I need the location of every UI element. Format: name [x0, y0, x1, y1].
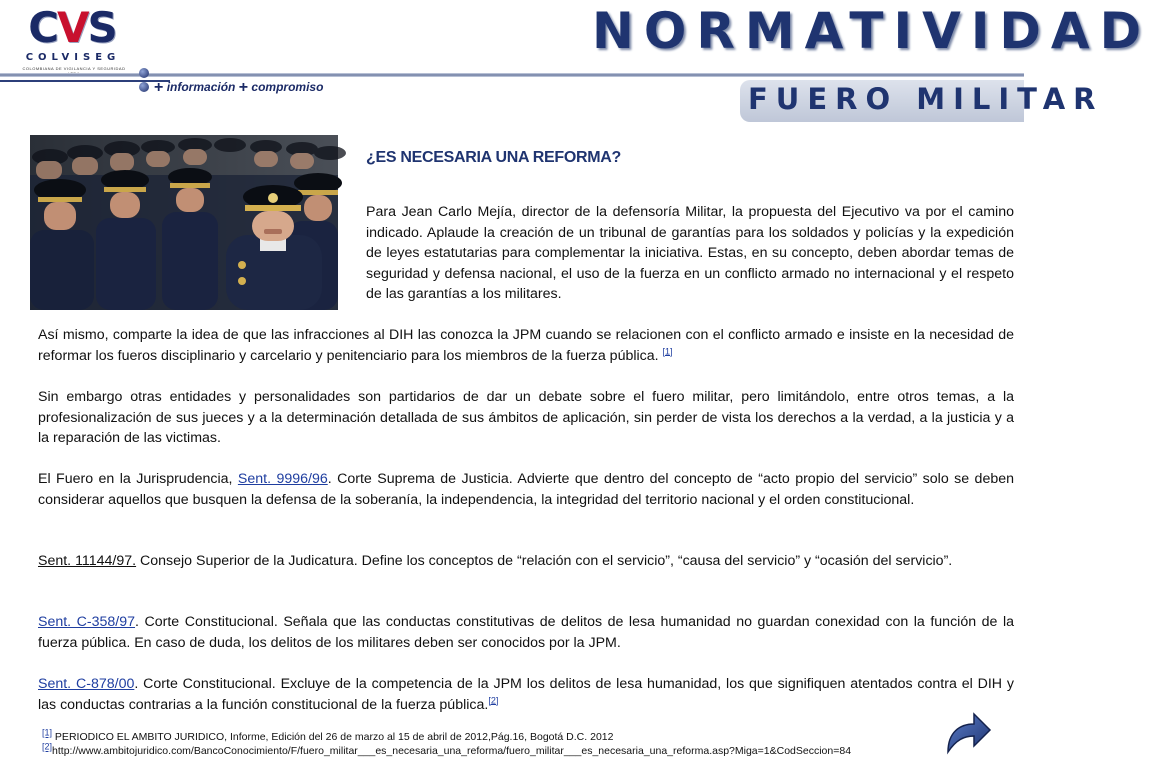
- footnote-url: http://www.ambitojuridico.com/BancoConocimiento/F/fuero_militar___es_necesaria_una_reforma/fuero_militar___es_necesaria_una_reforma.asp?Miga=1&CodSeccion=84: [52, 745, 852, 757]
- page-subtitle: FUERO MILITAR: [748, 82, 1104, 116]
- return-arrow-icon: [940, 706, 994, 758]
- paragraph-debate: Sin embargo otras entidades y personalidades son partidarios de dar un debate sobre el fuero militar, pero limitándolo, entre otros temas, a la profesionalización de sus jueces y a la determinación detallada de sus ámbitos de aplicación, sin perder de vista los derechos a la verdad, a la justicia y a la reparación de las victimas.: [38, 389, 1014, 446]
- footnote-ref-1[interactable]: [1]: [662, 345, 673, 356]
- footnote-ref-2[interactable]: [2]: [488, 694, 499, 705]
- return-button[interactable]: [940, 706, 994, 758]
- paragraph-judicatura: [38, 551, 1014, 572]
- sentence-link-c-878-00[interactable]: Sent. C-878/00: [38, 676, 135, 692]
- soldiers-illustration: [30, 135, 338, 310]
- paragraph-text: El Fuero en la Jurisprudencia,: [38, 471, 238, 487]
- plus-icon: +: [154, 79, 164, 96]
- footnote-2: [42, 741, 852, 757]
- tagline: [154, 79, 323, 97]
- paragraph-intro: Para Jean Carlo Mejía, director de la defensoría Militar, la propuesta del Ejecutivo va por el camino indicado. Aplaude la creación de un tribunal de garantías para los soldados y policías y la expedición de leyes estatutarias para complementar la iniciativa. Estas, en su concepto, deben abordar temas de seguridad y defensa nacional, el uso de la fuerza en un conflicto armado no internacional y el respeto de las garantías a los militares.: [366, 204, 1014, 302]
- footnote-text: PERIODICO EL AMBITO JURIDICO, Informe, Edición del 26 de marzo al 15 de abril de 2012,Pág.16, Bogotá D.C. 2012: [52, 731, 614, 743]
- page-title: NORMATIVIDAD: [592, 2, 1151, 60]
- bullet-dot-icon: [139, 68, 149, 78]
- header-divider: [0, 73, 1024, 77]
- tagline-word: información: [166, 80, 236, 94]
- bullet-dot-icon: [139, 82, 149, 92]
- paragraph-text: . Corte Suprema de Justicia. Advierte que dentro del concepto de “acto propio del servicio” solo se deben considerar aquellos que busquen la defensa de la soberanía, la independencia, la integridad del territorio nacional y el orden constitucional.: [38, 471, 1015, 508]
- plus-icon: +: [238, 79, 249, 96]
- article-heading: ¿ES NECESARIA UNA REFORMA?: [366, 149, 622, 166]
- logo-tagline: COLOMBIANA DE VIGILANCIA Y SEGURIDAD: [22, 66, 126, 71]
- paragraph-c878: [38, 674, 1014, 715]
- paragraph-dih: [38, 325, 1014, 366]
- footnote-anchor-2[interactable]: [2]: [42, 741, 53, 752]
- paragraph-jurisprudencia: [38, 469, 1014, 510]
- paragraph-text: Consejo Superior de la Judicatura. Define los conceptos de “relación con el servicio”, “causa del servicio” y “ocasión del servicio”.: [136, 553, 953, 569]
- footnote-1: [42, 727, 614, 743]
- paragraph-c358: [38, 612, 1014, 653]
- paragraph-text: Así mismo, comparte la idea de que las infracciones al DIH las conozca la JPM cuando se relacionen con el conflicto armado e insiste en la necesidad de reformar los fueros disciplinario y carcelario y penitenciario para los miembros de la fuerza pública.: [38, 327, 1014, 364]
- paragraph-text: . Corte Constitucional. Señala que las conductas constitutivas de delitos de lesa humanidad no guardan conexidad con la función de la fuerza pública. En caso de duda, los delitos de los militares deben ser conocidos por la JPM.: [38, 614, 1014, 651]
- logo-letters: CVS: [28, 3, 116, 52]
- logo-subtitle: COLVISEG: [25, 52, 121, 63]
- footnote-anchor-1[interactable]: [1]: [42, 727, 53, 738]
- sentence-link-c-358-97[interactable]: Sent. C-358/97: [38, 614, 136, 630]
- sentence-ref-11144-97: Sent. 11144/97.: [38, 553, 137, 569]
- cvs-logo: [8, 4, 132, 78]
- soldiers-photo: [30, 135, 338, 310]
- tagline-word: compromiso: [251, 80, 324, 94]
- paragraph-text: . Corte Constitucional. Excluye de la competencia de la JPM los delitos de lesa humanidad, los que signifiquen atentados contra el DIH y las conductas contrarias a la función constitucional de la fuerza pública.: [38, 676, 1014, 713]
- sentence-link-9996-96[interactable]: Sent. 9996/96: [237, 471, 328, 487]
